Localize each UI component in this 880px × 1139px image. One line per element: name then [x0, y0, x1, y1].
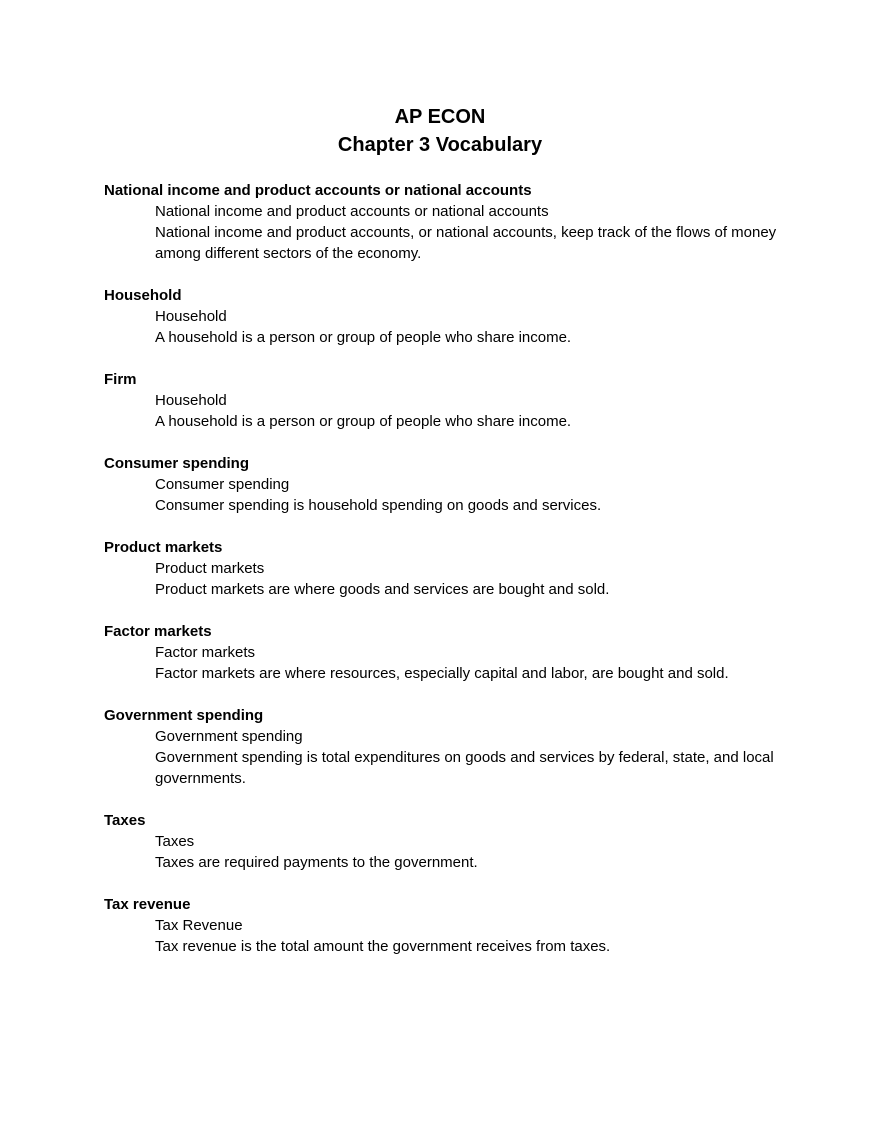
vocab-term: Taxes: [104, 812, 146, 829]
vocab-definition: Factor markets are where resources, especially capital and labor, are bought and sold.: [155, 665, 729, 682]
vocab-term: Consumer spending: [104, 455, 250, 472]
vocab-term: Product markets: [104, 539, 223, 556]
vocab-term: National income and product accounts or national accounts: [104, 182, 532, 199]
vocab-word: National income and product accounts or national accounts: [155, 203, 549, 220]
vocab-entry: [104, 285, 784, 348]
vocab-entry: [104, 621, 784, 684]
vocab-entry: [104, 180, 784, 264]
document-subtitle: Chapter 3 Vocabulary: [337, 134, 543, 156]
vocab-definition: Government spending is total expenditures on goods and services by federal, state, and local governments.: [155, 749, 774, 787]
vocab-word: Government spending: [155, 728, 303, 745]
vocab-definition: Taxes are required payments to the government.: [155, 854, 478, 871]
vocab-word: Household: [155, 308, 227, 325]
vocabulary-list: [104, 180, 784, 978]
vocab-word: Taxes: [155, 833, 195, 850]
vocab-word: Consumer spending: [155, 476, 290, 493]
vocab-entry: [104, 705, 784, 789]
vocab-definition: Product markets are where goods and services are bought and sold.: [155, 581, 610, 598]
vocab-definition: Consumer spending is household spending on goods and services.: [155, 497, 602, 514]
vocab-term: Firm: [104, 371, 137, 388]
vocab-word: Product markets: [155, 560, 265, 577]
vocab-entry: [104, 537, 784, 600]
vocab-definition: A household is a person or group of people who share income.: [155, 413, 572, 430]
vocab-definition: A household is a person or group of people who share income.: [155, 329, 572, 346]
vocab-word: Household: [155, 392, 227, 409]
vocab-definition: Tax revenue is the total amount the government receives from taxes.: [155, 938, 611, 955]
vocab-term: Tax revenue: [104, 896, 191, 913]
vocab-term: Factor markets: [104, 623, 212, 640]
vocab-term: Household: [104, 287, 182, 304]
vocab-entry: [104, 453, 784, 516]
vocab-definition: National income and product accounts, or national accounts, keep track of the flows of money among different sectors of the economy.: [155, 224, 777, 262]
vocab-word: Factor markets: [155, 644, 256, 661]
vocab-entry: [104, 810, 784, 873]
vocab-term: Government spending: [104, 707, 264, 724]
vocab-word: Tax Revenue: [155, 917, 243, 934]
vocab-entry: [104, 369, 784, 432]
vocab-entry: [104, 894, 784, 957]
document-title: AP ECON: [394, 106, 486, 128]
